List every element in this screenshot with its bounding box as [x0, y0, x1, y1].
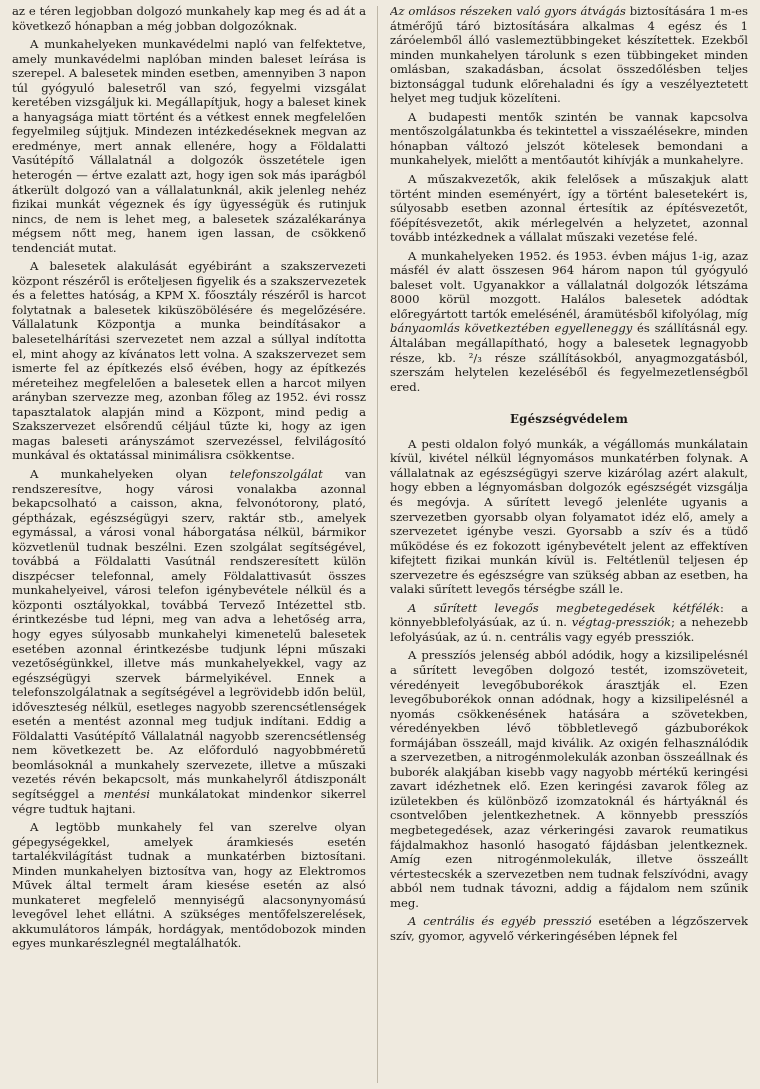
italic-text: mentési: [103, 786, 150, 801]
column-divider: [377, 6, 378, 1083]
paragraph: [12, 467, 366, 816]
text-run: A munkahelyeken munkavédelmi napló van felfektetve, amely munkavédelmi naplóban minden baleset leírása is szerepel. A balesetek minden esetben, amennyiben 3 napon túl gyógyuló balesetről van szó, fegyelmi vizsgálat keretében vizsgáljuk ki. Megállapítjuk, hogy a baleset kinek a hanyagsága miatt történt és a vétkest ennek megfelelően fegyelmileg sújtjuk. Mindezen intézkedéseknek megvan az eredménye, mert annak ellenére, hogy a Földalatti Vasútépítő Vállalatnál a dolgozók összetétele igen heterogén — értve ezalatt azt, hogy igen sok más iparágból átkerült dolgozó van a vállalatunknál, akik jelenleg nehéz fizikai munkát végeznek és így ügyességük és rutinjuk nincs, de nem is lehet meg, a balesetek százalékaránya mégsem nőtt meg, hanem igen lassan, de csökkenő tendenciát mutat.: [12, 37, 366, 255]
text-run: A pesti oldalon folyó munkák, a végállomás munkálatain kívül, kivétel nélkül légnyomásos munkatérben folynak. A vállalatnak az egészségügyi szerve kizárólag azért alakult, hogy ebben a légnyomásban dolgozók egészségét vizsgálja és megóvja. A sűrített levegő jelenléte ugyanis a szervezetben gyorsabb olyan folyamatot idéz elő, amely a szervezetet igénybe veszi. Gyorsabb a szív és a tüdő működése és ez fokozott igénybevételt jelent az effektíven kifejtett fizikai munkán kívül is. Feltétlenül teljesen ép szervezetre és egészségre van szükség abban az esetben, ha valaki sűrített levegős térségbe száll le.: [390, 436, 748, 597]
paragraph: [390, 601, 748, 645]
text-run: A presszíós jelenség abból adódik, hogy a kizsilipelésnél a sűrített levegőben dolgozó testét, izomszöveteit, véredényeit levegőbuborékok árasztják el. Ezen levegőbuborékok onnan adódnak, hogy a kizsilipelésnél a nyomás csökkenésének hatására a szövetekben, véredényekben lévő többletlevegő gázbuborékok formájában összeáll, majd kiválik. Az oxigén felhasználódik a szervezetben, a nitrogénmolekulák azonban összeállnak és buborék alakjában kisebb vagy nagyobb mértékű keringési zavart idézhetnek elő. Ezen keringési zavarok főleg az izületekben és különböző izomzatoknál és hártyáknál és csontvelőben jelentkezhetnek. A könnyebb presszíós megbetegedések, azaz vérkeringési zavarok reumatikus fájdalmakhoz hasonló hasogató fájdásban jelentkeznek. Amíg ezen nitrogénmolekulák, illetve összeállt vértestecskék a szervezetben nem tudnak felszívódni, avagy abból nem tudnak távozni, addig a fájdalom nem szűnik meg.: [390, 648, 748, 910]
paragraph: [12, 820, 366, 951]
paragraph: [390, 172, 748, 245]
left-column: [12, 4, 366, 1089]
text-run: A munkahelyeken 1952. és 1953. évben május 1-ig, azaz másfél év alatt összesen 964 három napon túl gyógyuló baleset volt. Ugyanakkor a vállalatnál dolgozók létszáma 8000 körül mozgott. Halálos balesetek adódtak előregyártott tartók emelésénél, áramütésből kifolyólag, míg: [390, 248, 748, 321]
text-run: A budapesti mentők szintén be vannak kapcsolva mentőszolgálatunkba és tekintettel a visszaélésekre, minden hónapban változó jelszót kötelesek bemondani a munkahelyek, mielőtt a mentőautót kihívják a munkahelyre.: [390, 109, 748, 168]
paragraph: [12, 259, 366, 463]
text-run: A munkahelyeken olyan: [30, 466, 230, 481]
paragraph: [390, 437, 748, 597]
italic-text: telefonszolgálat: [229, 466, 323, 481]
text-run: A műszakvezetők, akik felelősek a műszakjuk alatt történt minden eseményért, így a történt balesetekért is, súlyosabb esetben azonnal értesítik az építésvezetőt, főépítésvezetőt, akik mérlegelvén a helyzetet, azonnal tovább intézkednek a vállalat műszaki vezetése felé.: [390, 172, 748, 245]
paragraph: [390, 249, 748, 394]
paragraph: [390, 110, 748, 168]
italic-text: végtag-pressziók: [571, 615, 672, 630]
text-run: van rendszeresítve, hogy városi vonalakba azonnal bekapcsolható a caisson, akna, felvonótorony, plató, géptházak, egészségügyi szerv, raktár stb., amelyek egymással, a városi vonal háborgatása nélkül, bármikor közvetlenül tudnak beszélni. Ezen szolgálat segítségével, továbbá a Földalatti Vasútnál rendszeresített külön diszpécser telefonnal, amely Földalattivasút összes munkahelyeivel, városi telefon igénybevétele nélkül és a központi osztályokkal, továbbá Tervező Intézettel stb. érintkezésbe tud lépni, meg van adva a lehetőség arra, hogy egyes súlyosabb munkahelyi kimenetelű balesetek esetében azonnal érintkezésbe tudjunk lépni műszaki vezetőségünkkel, illetve más munkahelyekkel, vagy az egészségügyi szervek bármelyikével. Ennek a telefonszolgálatnak a segítségével a legrövidebb időn belül, időveszteség nélkül, esetleges nagyobb szerencsétlenségek esetén a mentést azonnal meg tudjuk indítani. Eddig a Földalatti Vasútépítő Vállalatnál nagyobb szerencsétlenség nem következett be. Az előforduló nagyobbméretű beomlásoknál a munkahely szervezete, illetve a műszaki vezetés révén bekapcsolt, más munkahelyről átdiszponált segítséggel a: [12, 466, 366, 801]
italic-text: bányaomlás következtében egyelleneggy: [390, 321, 633, 336]
italic-text: A centrális és egyéb presszió: [408, 914, 592, 929]
right-column: [390, 4, 748, 1089]
section-title: Egészségvédelem: [509, 412, 629, 427]
text-run: esetében a légzőszervek szív, gyomor, agyvelő vérkeringésében lépnek fel: [390, 914, 748, 943]
text-run: ; a nehezebb lefolyásúak, az ú. n. centrális vagy egyéb pressziók.: [390, 615, 748, 644]
text-run: munkálatokat mindenkor sikerrel végre tudtuk hajtani.: [12, 786, 366, 816]
text-run: biztosítására 1 m-es átmérőjű táró biztosítására alkalmas 4 egész és 1 záróelemből álló vaslemeztübbingeket készítettek. Ezekből minden munkahelyen tárolunk s ezen tübbingeket minden omlásban, szakadásban, ácsolat összedőlésben teljes biztonsággal tudunk előrehaladni és így a veszélyeztetett helyet meg tudjuk közelíteni.: [390, 4, 748, 106]
text-run: és szállításnál egy. Általában megállapítható, hogy a balesetek legnagyobb része, kb. ²/₃ része szállításokból, anyagmozgatásból, szerszám helytelen kezeléséből és fegyelmezetlenségből ered.: [390, 321, 748, 394]
text-run: az e téren legjobban dolgozó munkahely kap meg és ad át a következő hónapban a még jobban dolgozóknak.: [12, 4, 366, 33]
italic-text: A sűrített levegős megbetegedések kétfélék: [408, 600, 720, 615]
text-run: : a könnyebblefolyásúak, az ú. n.: [390, 600, 748, 630]
paragraph: [390, 914, 748, 943]
right-column-top: [390, 4, 748, 394]
text-run: A balesetek alakulását egyébiránt a szakszervezeti központ részéről is erőteljesen figyelik és a szakszervezetek és a felettes hatóság, a KPM X. főosztály részéről is harcot folytatnak a balesetek kiküszöbölésére és megelőzésére. Vállalatunk Központja a munka beindításakor a balesetelhárítási szervezetet nem azzal a súllyal indította el, mint ahogy az kívánatos lett volna. A szakszervezet sem ismerte fel az építkezés első évében, hogy az építkezés méreteihez megfelelően a balesetek ellen a harcot milyen arányban szervezze meg, azonban főleg az 1952. évi rossz tapasztalatok alapján mind a Központ, mind pedig a Szakszervezet elsőrendű céljául tűzte ki, hogy az igen magas baleseti arányszámot szervezéssel, felvilágosító munkával és oktatással minimálisra csökkentse.: [12, 259, 366, 463]
right-column-bottom: [390, 437, 748, 944]
italic-text: Az omlásos részeken való gyors átvágás: [390, 4, 626, 18]
paragraph: [390, 648, 748, 910]
paragraph: [12, 37, 366, 255]
paragraph: [390, 4, 748, 106]
paragraph: [12, 4, 366, 33]
text-run: A legtöbb munkahely fel van szerelve olyan gépegységekkel, amelyek áramkiesés esetén tartalékvilágítást tudnak a munkatérben biztosítani. Minden munkahelyen biztosítva van, hogy az Elektromos Művek által termelt áram kiesése esetén az alsó munkateret megfelelő mennyiségű alacsonynyomású levegővel lehet ellátni. A szükséges mentőfelszerelések, akkumulátoros lámpák, hordágyak, mentődobozok minden egyes munkarészlegnél megtalálhatók.: [12, 820, 366, 951]
